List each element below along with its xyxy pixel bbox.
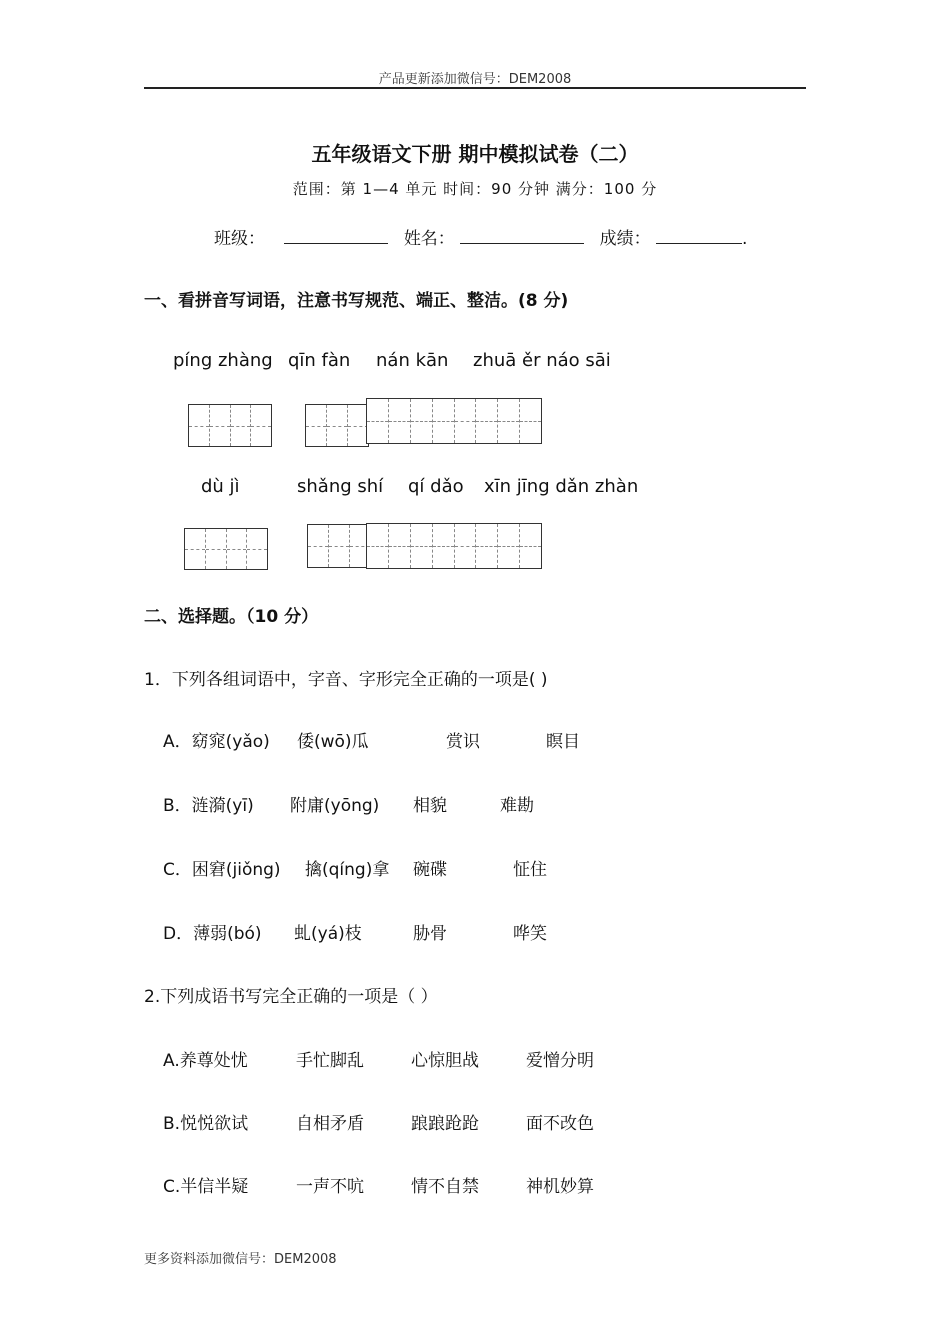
writing-grid-5[interactable] — [307, 524, 371, 568]
score-blank[interactable] — [656, 229, 742, 244]
q2-option-c-3: 情不自禁 — [411, 1177, 479, 1197]
pinyin-8: xīn jīng dǎn zhàn — [484, 476, 639, 497]
q1-option-b-2: 附庸(yōng) — [290, 796, 380, 816]
q1-option-d-2: 虬(yá)枝 — [294, 924, 362, 944]
q1-option-a-1: A．窈窕(yǎo) — [163, 732, 270, 752]
q1-option-d-4: 哗笑 — [513, 924, 547, 944]
q1-option-c-3: 碗碟 — [413, 860, 447, 880]
q2-option-b-1: B.悦悦欲试 — [163, 1114, 249, 1134]
q1-option-c-1: C．困窘(jiǒng) — [163, 860, 281, 880]
q1-option-a-2: 倭(wō)瓜 — [297, 732, 369, 752]
q2-option-c-4: 神机妙算 — [526, 1177, 594, 1197]
q2-option-a-4: 爱憎分明 — [526, 1051, 594, 1071]
q2-option-a-1: A.养尊处忧 — [163, 1051, 248, 1071]
pinyin-5: dù jì — [201, 476, 240, 497]
q1-option-d-3: 胁骨 — [413, 924, 447, 944]
pinyin-7: qí dǎo — [408, 476, 464, 497]
page-footer: 更多资料添加微信号：DEM2008 — [144, 1252, 337, 1267]
q2-option-b-2: 自相矛盾 — [296, 1114, 364, 1134]
page-header: 产品更新添加微信号：DEM2008 — [378, 72, 572, 87]
pinyin-2: qīn fàn — [288, 350, 351, 371]
writing-grid-3[interactable] — [366, 398, 542, 444]
student-info — [214, 224, 747, 249]
writing-grid-1[interactable] — [188, 404, 272, 447]
name-blank[interactable] — [460, 229, 584, 244]
q1-option-d-1: D．薄弱(bó) — [163, 924, 262, 944]
class-label: 班级： — [214, 229, 265, 249]
info-end: . — [742, 229, 748, 249]
writing-grid-2[interactable] — [305, 404, 369, 447]
section1-heading: 一、看拼音写词语，注意书写规范、端正、整洁。(8 分) — [144, 291, 569, 311]
q2-option-a-3: 心惊胆战 — [411, 1051, 479, 1071]
pinyin-3: nán kān — [376, 350, 449, 371]
writing-grid-4[interactable] — [184, 528, 268, 570]
q1-option-a-3: 赏识 — [446, 732, 480, 752]
q2-option-b-3: 踉踉跄跄 — [411, 1114, 479, 1134]
question-1: 1．下列各组词语中，字音、字形完全正确的一项是( ) — [144, 670, 548, 690]
section2-heading: 二、选择题。（10 分） — [144, 607, 319, 627]
q1-option-a-4: 瞑目 — [546, 732, 580, 752]
page-title: 五年级语文下册 期中模拟试卷（二） — [311, 142, 639, 166]
name-label: 姓名： — [403, 229, 455, 249]
q1-option-b-4: 难勘 — [500, 796, 534, 816]
q2-option-a-2: 手忙脚乱 — [296, 1051, 364, 1071]
q2-option-c-1: C.半信半疑 — [163, 1177, 249, 1197]
q2-option-b-4: 面不改色 — [526, 1114, 594, 1134]
exam-scope: 范围：第 1—4 单元 时间：90 分钟 满分：100 分 — [292, 180, 658, 198]
q1-option-b-3: 相貌 — [413, 796, 447, 816]
pinyin-4: zhuā ěr náo sāi — [473, 350, 611, 371]
score-label: 成绩： — [599, 229, 651, 249]
q1-option-c-2: 擒(qíng)拿 — [305, 860, 390, 880]
q1-option-b-1: B．涟漪(yī) — [163, 796, 254, 816]
q1-option-c-4: 怔住 — [513, 860, 547, 880]
question-2: 2.下列成语书写完全正确的一项是（ ） — [144, 987, 438, 1007]
q2-option-c-2: 一声不吭 — [296, 1177, 364, 1197]
header-rule — [144, 87, 806, 89]
class-blank[interactable] — [284, 229, 388, 244]
pinyin-1: píng zhàng — [173, 350, 273, 371]
pinyin-6: shǎng shí — [297, 476, 384, 497]
writing-grid-6[interactable] — [366, 523, 542, 569]
